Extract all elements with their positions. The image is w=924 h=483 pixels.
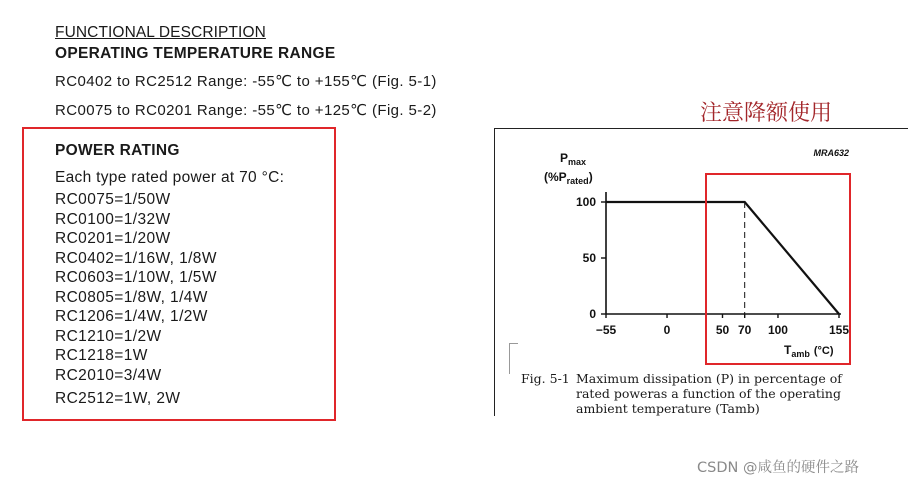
power-rating-item: RC1210=1/2W <box>55 327 162 345</box>
derating-annotation: 注意降额使用 <box>700 101 833 126</box>
power-rating-item: RC0402=1/16W, 1/8W <box>55 249 217 267</box>
y-axis-unit-end: ) <box>588 170 593 184</box>
x-axis-label-main: T <box>784 343 792 357</box>
x-axis-label-unit: (°C) <box>813 345 834 357</box>
figure-caption-label: Fig. 5-1 <box>521 371 570 386</box>
x-tick-label: 155 <box>828 323 850 337</box>
watermark: CSDN @咸鱼的硬件之路 <box>697 460 859 476</box>
power-rating-item: RC2010=3/4W <box>55 366 162 384</box>
power-rating-intro: Each type rated power at 70 °C: <box>55 169 285 186</box>
power-rating-item: RC1206=1/4W, 1/2W <box>55 308 208 325</box>
y-tick-label: 50 <box>582 251 596 265</box>
y-axis-label-main: P <box>560 151 569 165</box>
y-axis-unit-sub: rated <box>566 176 589 186</box>
chart-code: MRA632 <box>813 148 849 158</box>
functional-heading: FUNCTIONAL DESCRIPTION <box>55 24 266 41</box>
x-tick-label: 50 <box>715 323 730 337</box>
power-rating-item: RC0075=1/50W <box>55 191 171 208</box>
x-tick-label: −55 <box>595 323 617 337</box>
power-rating-item: RC0603=1/10W, 1/5W <box>55 269 217 286</box>
chart-highlight-box <box>705 173 851 365</box>
operating-temp-heading: OPERATING TEMPERATURE RANGE <box>55 45 336 62</box>
power-rating-list <box>55 190 217 409</box>
power-rating-title: POWER RATING <box>55 142 180 159</box>
power-rating-item: RC0805=1/8W, 1/4W <box>55 288 208 306</box>
figure-caption-text: Maximum dissipation (P) in percentage of rated poweras a function of the operating ambient temperature (Tamb) <box>576 371 842 416</box>
power-rating-item: RC0201=1/20W <box>55 230 171 247</box>
x-axis-label-sub: amb <box>791 349 810 359</box>
y-tick-label: 100 <box>575 195 596 209</box>
power-rating-item: RC1218=1W <box>55 347 148 364</box>
power-rating-item: RC0100=1/32W <box>55 210 171 228</box>
x-tick-label: 70 <box>738 323 752 337</box>
x-tick-label: 100 <box>767 323 788 337</box>
y-axis-label-sub: max <box>568 157 587 167</box>
power-rating-item: RC2512=1W, 2W <box>55 390 181 407</box>
y-axis-label <box>560 151 586 167</box>
caption-bracket <box>509 343 518 374</box>
y-axis-unit <box>544 170 593 186</box>
x-tick-label: 0 <box>663 323 671 337</box>
temp-range-line-2: RC0075 to RC0201 Range: -55℃ to +125℃ (Fig. 5-2) <box>55 102 437 119</box>
y-axis-unit-main: (%P <box>544 170 567 184</box>
y-tick-label: 0 <box>589 307 596 321</box>
temp-range-line-1: RC0402 to RC2512 Range: -55℃ to +155℃ (Fig. 5-1) <box>55 73 437 90</box>
